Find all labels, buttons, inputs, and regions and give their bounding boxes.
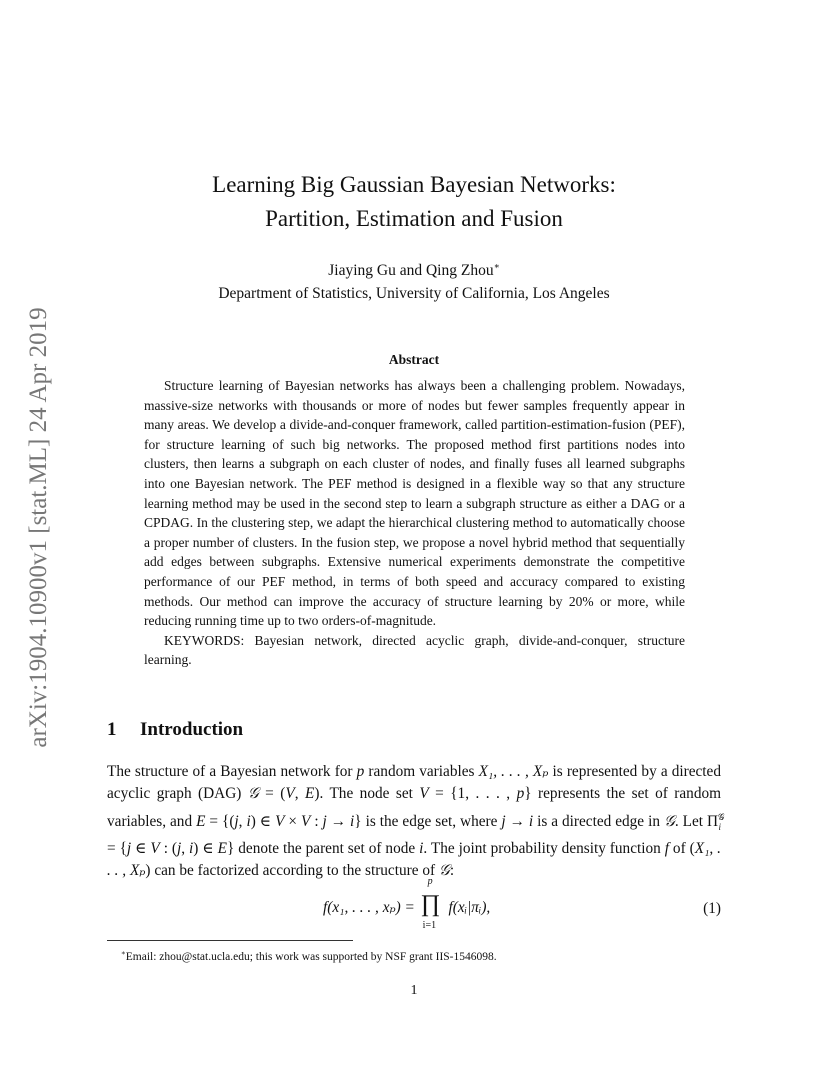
product-upper-limit: p: [427, 876, 433, 888]
author-names-line: [0, 255, 828, 282]
page-number: 1: [410, 983, 418, 998]
abstract-paragraph: Structure learning of Bayesian networks has always been a challenging problem. Nowadays, massive-size networks with thousands or more of nodes but fewer samples frequently appear in many areas. We develop a divide-and-conquer framework, called partition-estimation-fusion (PEF), for structure learning of such big networks. The proposed method first partitions nodes into clusters, then learns a subgraph on each cluster of nodes, and finally fuses all learned subgraphs into one Bayesian network. The PEF method is designed in a flexible way so that any structure learning method may be used in the second step to learn a subgraph structure as either a DAG or a CPDAG. In the clustering step, we adapt the hierarchical clustering method to automatically choose a proper number of clusters. In the fusion step, we propose a novel hybrid method that sequentially add edges between subgraphs. Extensive numerical experiments demonstrate the competitive performance of our PEF method, in terms of both speed and accuracy compared to existing methods. Our method can improve the accuracy of structure learning by 20% or more, while reducing running time up to two orders-of-magnitude.: [144, 378, 685, 629]
abstract-body: [144, 376, 685, 670]
author-names: Jiaying Gu and Qing Zhou: [328, 262, 494, 280]
footnote-divider: [107, 940, 353, 941]
footnote: [121, 945, 497, 965]
title-line-1: Learning Big Gaussian Bayesian Networks:: [212, 172, 616, 197]
product-symbol: ∏: [420, 891, 441, 918]
footnote-marker: ∗: [121, 949, 126, 957]
intro-text: The structure of a Bayesian network for p random variables X₁, . . . , Xₚ is represented by a directed acyclic graph (DAG) 𝒢 = (V, E). The node set V = {1, . . . , p} represents the set of random variables, and E = {(j, i) ∈ V × V : j → i} is the edge set, where j → i is a directed edge in 𝒢. Let $\Pi^𝒢_i = \{j$ ∈ V : (j, i) ∈ E} denote the parent set of node i. The joint probability density function f of (X₁, . . . , Xₚ) can be factorized according to the structure of 𝒢:: [107, 763, 725, 880]
section-heading: [107, 719, 243, 741]
author-footnote-marker: ∗: [493, 261, 500, 271]
section-title: Introduction: [140, 719, 244, 740]
author-affiliation: Department of Statistics, University of California, Los Angeles: [218, 285, 610, 303]
title-line-2: Partition, Estimation and Fusion: [265, 206, 563, 231]
footnote-text: Email: zhou@stat.ucla.edu; this work was supported by NSF grant IIS-1546098.: [125, 950, 497, 963]
product-operator: [420, 876, 443, 932]
product-lower-limit: i=1: [422, 920, 437, 932]
equation-lhs: f(x₁, . . . , xₚ) =: [323, 899, 419, 916]
introduction-paragraph: [107, 761, 725, 883]
author-block: [0, 255, 828, 305]
abstract-keywords: KEYWORDS: Bayesian network, directed acyclic graph, divide-and-conquer, structure learning.: [144, 632, 685, 668]
arxiv-stamp-text: arXiv:1904.10900v1 [stat.ML] 24 Apr 2019: [25, 307, 52, 748]
abstract-heading: Abstract: [388, 352, 440, 367]
section-number: 1: [107, 719, 117, 740]
paper-title: [0, 168, 828, 236]
equation-1: [0, 876, 828, 938]
equation-number: (1): [703, 900, 721, 917]
equation-rhs: f(xᵢ|πᵢ),: [444, 899, 491, 916]
equation-body: [323, 876, 491, 932]
